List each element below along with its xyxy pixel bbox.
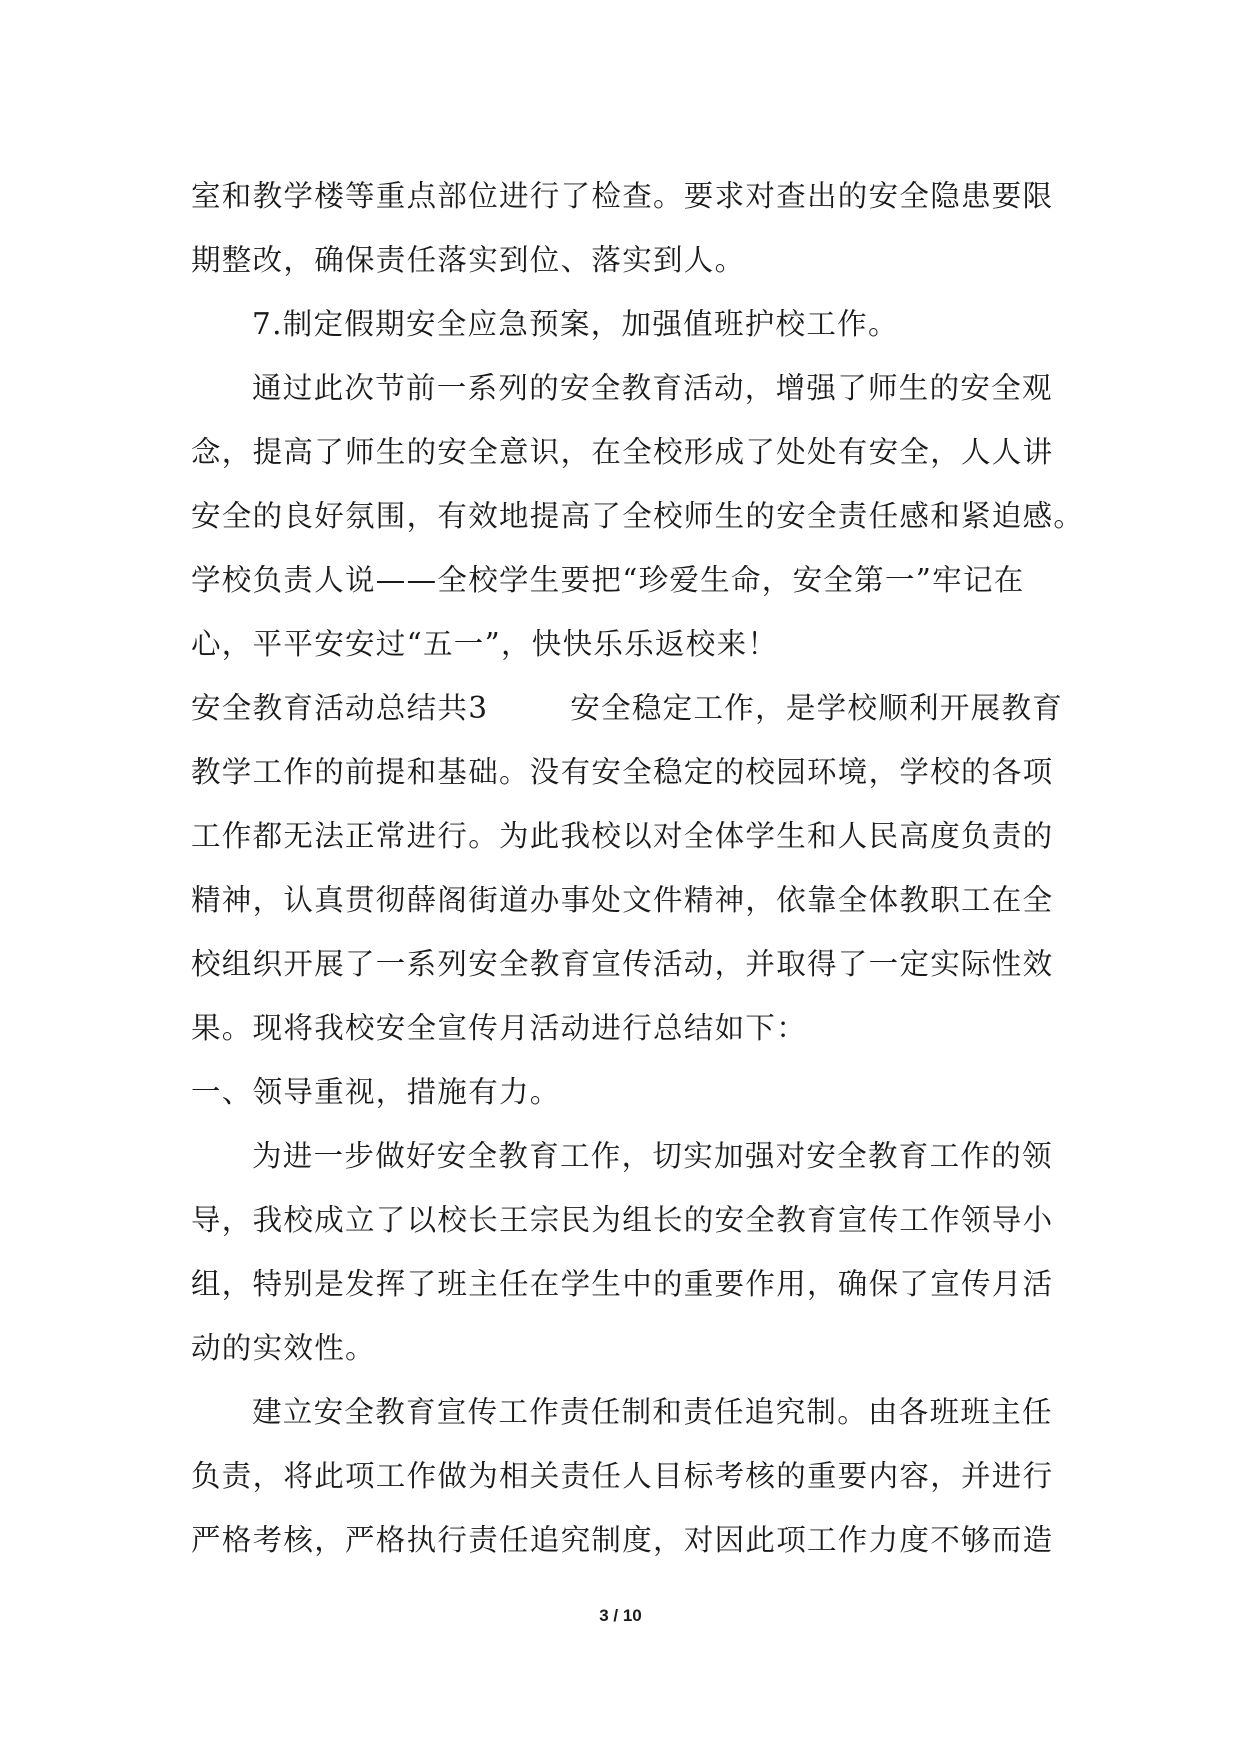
section-heading: 安全教育活动总结共3 <box>191 691 489 725</box>
body-line: 果。现将我校安全宣传月活动进行总结如下： <box>191 1011 808 1045</box>
paragraph-start: 通过此次节前一系列的安全教育活动，增强了师生的安全观 <box>252 371 1053 405</box>
body-line: 期整改，确保责任落实到位、落实到人。 <box>191 243 746 277</box>
paragraph-start: 建立安全教育宣传工作责任制和责任追究制。由各班班主任 <box>252 1395 1053 1429</box>
body-line: 学校负责人说——全校学生要把“珍爱生命，安全第一”牢记在 <box>191 563 1025 597</box>
body-line: 严格考核，严格执行责任追究制度，对因此项工作力度不够而造 <box>191 1523 1054 1557</box>
body-line: 导，我校成立了以校长王宗民为组长的安全教育宣传工作领导小 <box>191 1203 1054 1237</box>
body-line: 工作都无法正常进行。为此我校以对全体学生和人民高度负责的 <box>191 819 1054 853</box>
paragraph-start: 为进一步做好安全教育工作，切实加强对安全教育工作的领 <box>252 1139 1053 1173</box>
body-line: 负责，将此项工作做为相关责任人目标考核的重要内容，并进行 <box>191 1459 1054 1493</box>
body-line: 心，平平安安过“五一”，快快乐乐返校来！ <box>191 627 779 661</box>
body-line: 安全的良好氛围，有效地提高了全校师生的安全责任感和紧迫感。 <box>191 499 1085 533</box>
document-body <box>191 164 1085 1572</box>
section-heading-line <box>191 676 1064 740</box>
body-line: 组，特别是发挥了班主任在学生中的重要作用，确保了宣传月活 <box>191 1267 1054 1301</box>
list-item: 7.制定假期安全应急预案，加强值班护校工作。 <box>252 307 899 341</box>
section-heading-continuation: 安全稳定工作，是学校顺利开展教育 <box>570 691 1064 725</box>
subheading: 一、领导重视，措施有力。 <box>191 1075 561 1109</box>
body-line: 精神，认真贯彻薛阁街道办事处文件精神，依靠全体教职工在全 <box>191 883 1054 917</box>
body-line: 校组织开展了一系列安全教育宣传活动，并取得了一定实际性效 <box>191 947 1054 981</box>
page-number: 3 / 10 <box>599 1606 642 1625</box>
body-line: 室和教学楼等重点部位进行了检查。要求对查出的安全隐患要限 <box>191 179 1054 213</box>
body-line: 教学工作的前提和基础。没有安全稳定的校园环境，学校的各项 <box>191 755 1054 789</box>
body-line: 动的实效性。 <box>191 1331 376 1365</box>
body-line: 念，提高了师生的安全意识，在全校形成了处处有安全，人人讲 <box>191 435 1054 469</box>
